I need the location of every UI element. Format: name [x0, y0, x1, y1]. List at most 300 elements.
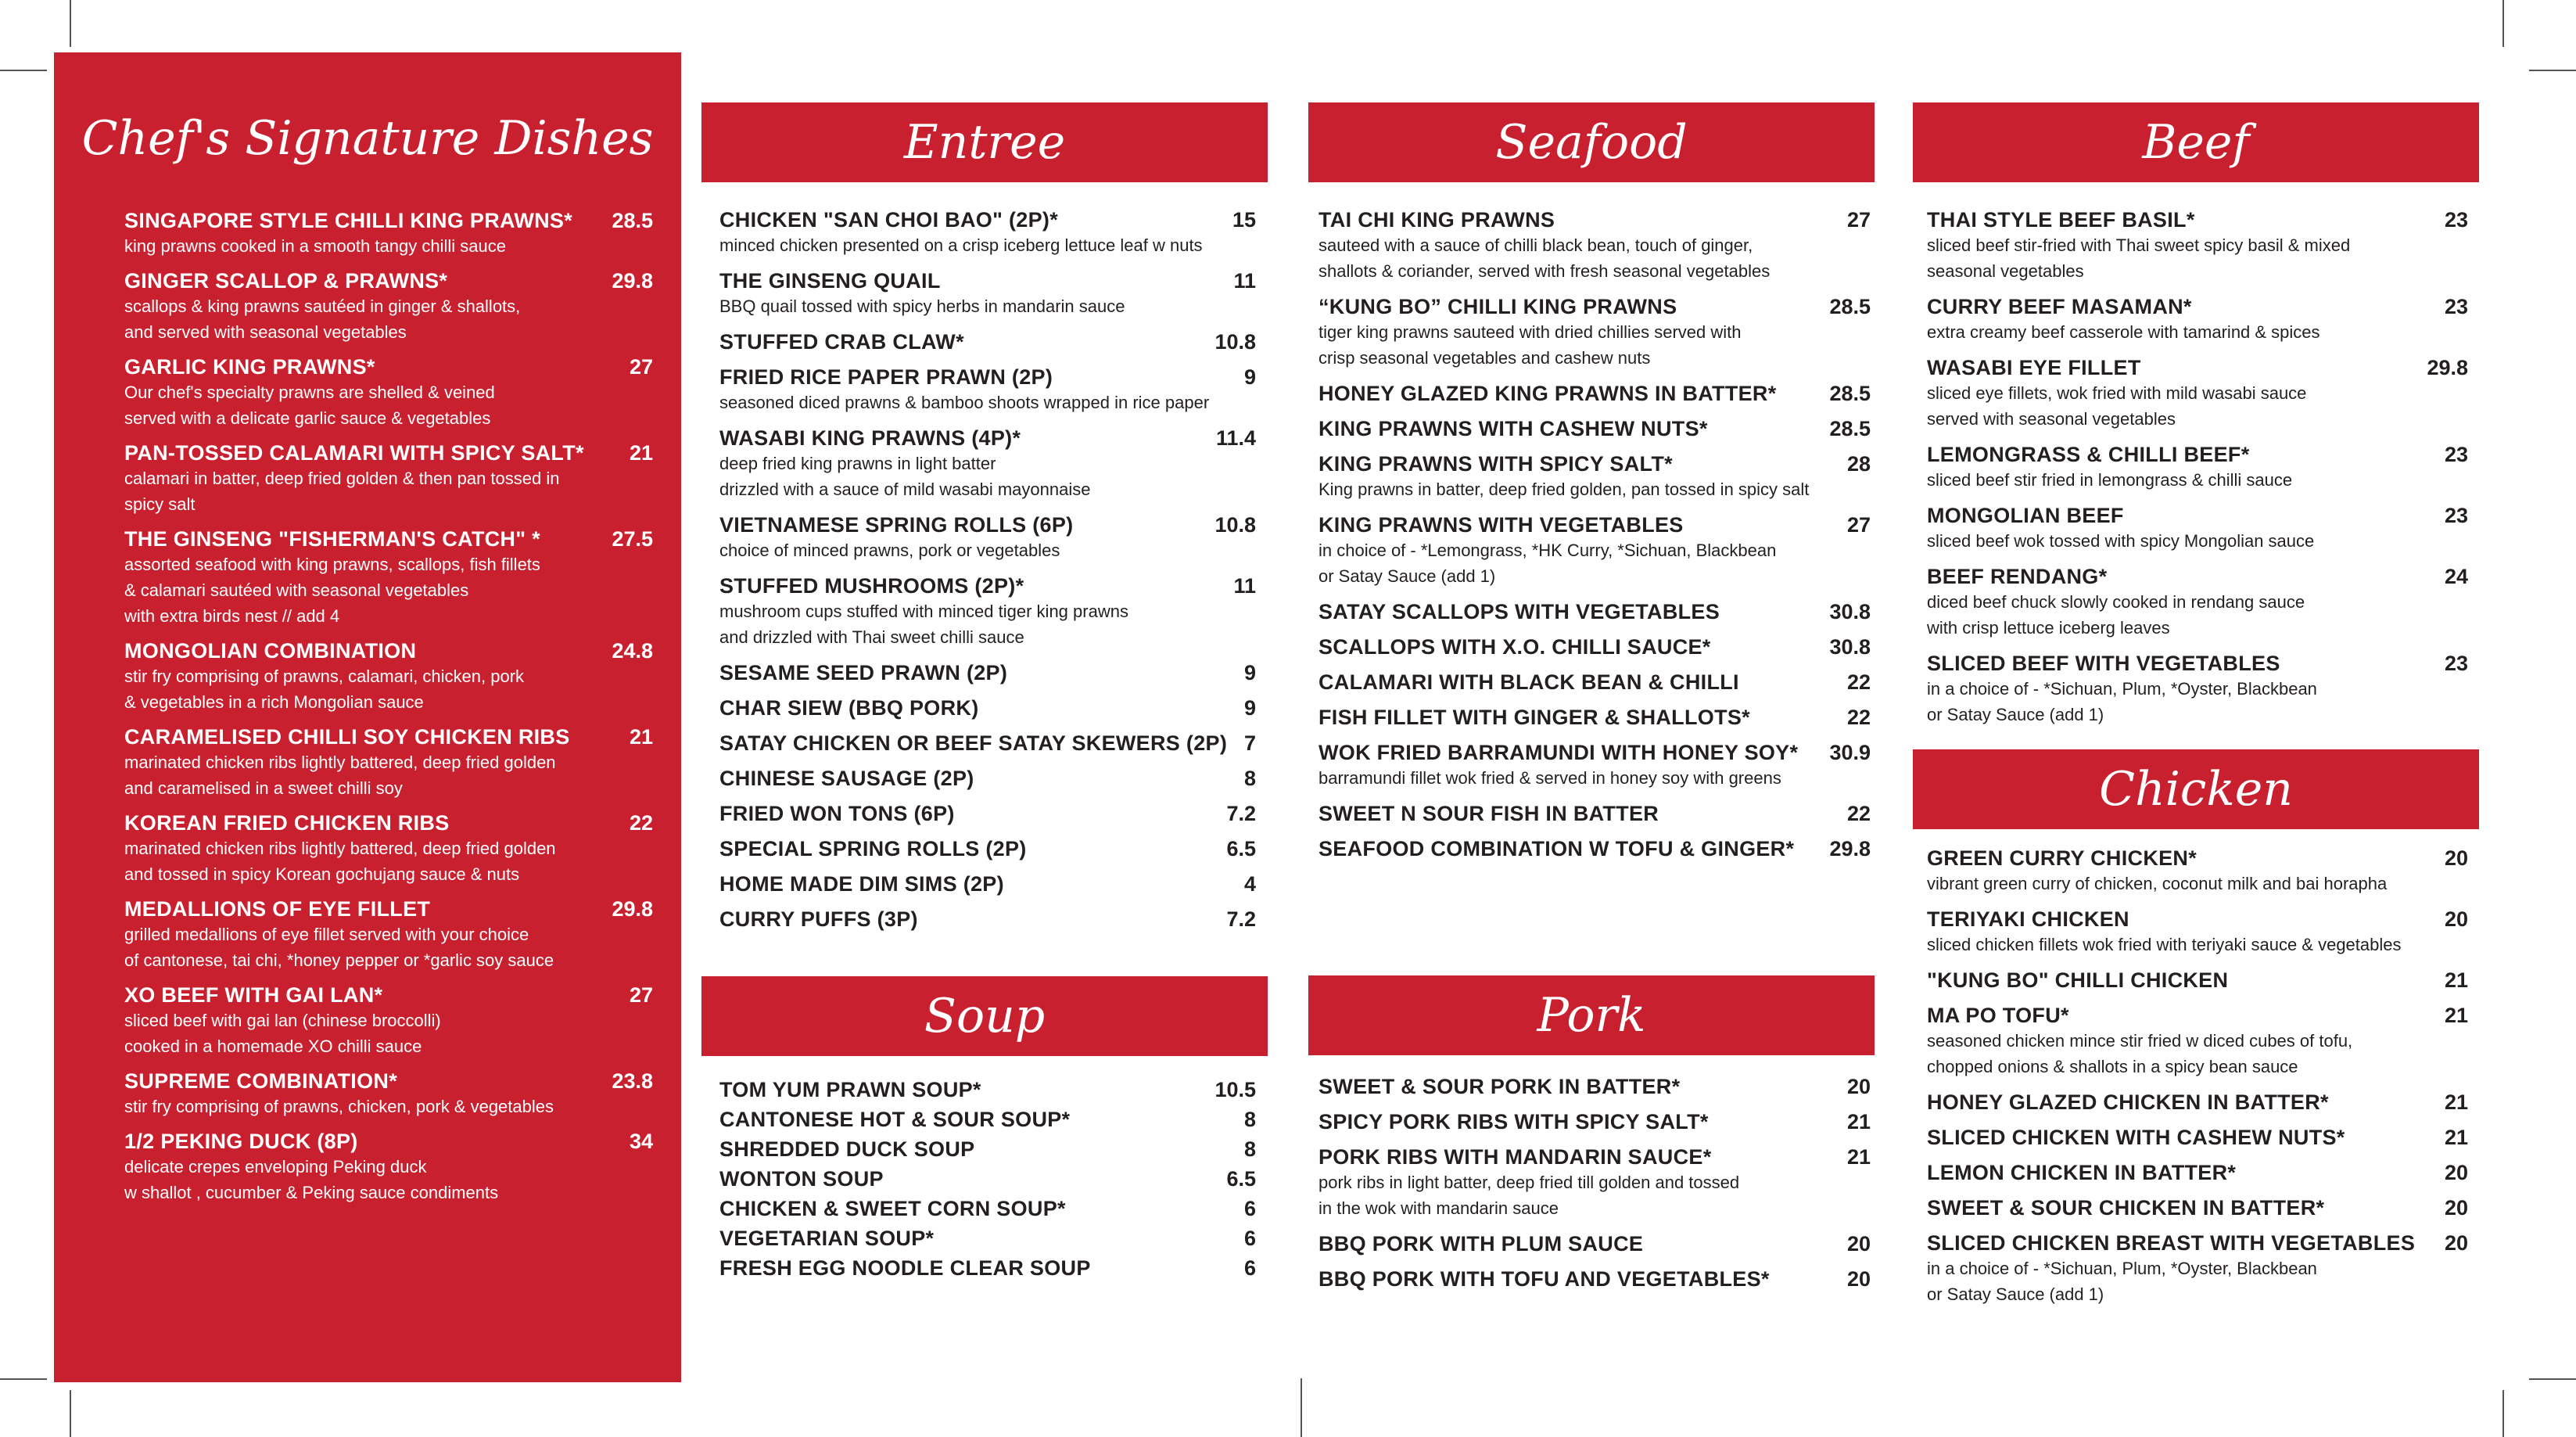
dish-description: sliced beef stir fried in lemongrass & chilli sauce [1927, 470, 2293, 490]
menu-item-row [1927, 968, 2468, 993]
menu-item-row [1318, 600, 1871, 624]
dish-description: stir fry comprising of prawns, chicken, pork & vegetables [124, 1097, 554, 1116]
dish-description: of cantonese, tai chi, *honey pepper or *garlic soy sauce [124, 950, 554, 970]
menu-item-row [1318, 208, 1871, 232]
dish-price: 21 [629, 725, 653, 749]
menu-item [124, 1130, 653, 1205]
fold-mark [1301, 1378, 1302, 1437]
menu-item-row [1318, 1110, 1871, 1134]
dish-name: WASABI EYE FILLET [1927, 356, 2141, 379]
dish-description: in a choice of - *Sichuan, Plum, *Oyster, Blackbean [1927, 1259, 2317, 1278]
dish-description: shallots & coriander, served with fresh seasonal vegetables [1318, 261, 1771, 281]
menu-item-row [1927, 504, 2468, 528]
dish-description: in the wok with mandarin sauce [1318, 1198, 1559, 1218]
dish-name: FISH FILLET WITH GINGER & SHALLOTS* [1318, 706, 1750, 729]
menu-item-row [124, 983, 653, 1008]
dish-name: SEAFOOD COMBINATION W TOFU & GINGER* [1318, 837, 1795, 860]
dish-price: 22 [1846, 706, 1871, 729]
dish-description: in a choice of - *Sichuan, Plum, *Oyster, Blackbean [1927, 679, 2317, 699]
dish-description: cooked in a homemade XO chilli sauce [124, 1036, 422, 1056]
dish-description: sliced beef wok tossed with spicy Mongolian sauce [1927, 531, 2315, 551]
menu-item-row [719, 837, 1256, 861]
dish-name: VEGETARIAN SOUP* [719, 1227, 935, 1250]
dish-name: FRESH EGG NOODLE CLEAR SOUP [719, 1256, 1091, 1280]
dish-price: 27 [629, 355, 653, 379]
dish-description: & vegetables in a rich Mongolian sauce [124, 692, 424, 712]
menu-item-row [1927, 1231, 2468, 1256]
crop-mark [0, 1378, 47, 1380]
dish-description: or Satay Sauce (add 1) [1927, 1284, 2104, 1304]
dish-price: 34 [629, 1130, 653, 1153]
dish-price: 27.5 [612, 527, 653, 551]
dish-description: or Satay Sauce (add 1) [1318, 566, 1496, 586]
dish-description: BBQ quail tossed with spicy herbs in mandarin sauce [719, 296, 1125, 316]
menu-item [719, 661, 1256, 685]
dish-name: KING PRAWNS WITH CASHEW NUTS* [1318, 417, 1708, 440]
dish-name: WASABI KING PRAWNS (4P)* [719, 426, 1021, 450]
dish-price: 23 [2444, 652, 2468, 675]
menu-item [124, 269, 653, 345]
dish-name: MEDALLIONS OF EYE FILLET [124, 897, 431, 921]
dish-name: KOREAN FRIED CHICKEN RIBS [124, 811, 450, 835]
dish-name: MA PO TOFU* [1927, 1004, 2069, 1027]
dish-price: 23 [2444, 295, 2468, 318]
dish-price: 6 [1243, 1256, 1256, 1280]
dish-name: SPECIAL SPRING ROLLS (2P) [719, 837, 1027, 860]
dish-description: marinated chicken ribs lightly battered, deep fried golden [124, 753, 556, 772]
dish-price: 20 [2444, 1196, 2468, 1220]
dish-description: seasonal vegetables [1927, 261, 2084, 281]
dish-price: 20 [2444, 907, 2468, 931]
dish-name: HONEY GLAZED KING PRAWNS IN BATTER* [1318, 382, 1777, 405]
menu-item-row [719, 907, 1256, 932]
menu-item [1927, 968, 2468, 993]
dish-name: HONEY GLAZED CHICKEN IN BATTER* [1927, 1090, 2329, 1114]
dish-description: vibrant green curry of chicken, coconut milk and bai horapha [1927, 874, 2388, 893]
beef-banner [1913, 102, 2479, 182]
dish-price: 23.8 [612, 1069, 653, 1093]
dish-description: seasoned chicken mince stir fried w diced cubes of tofu, [1927, 1031, 2353, 1051]
dish-description: sliced beef stir-fried with Thai sweet spicy basil & mixed [1927, 235, 2351, 255]
menu-item-row [124, 209, 653, 233]
menu-item-row [1318, 382, 1871, 406]
menu-item-row [1927, 1126, 2468, 1150]
menu-item-row [719, 802, 1256, 826]
dish-price: 11 [1233, 269, 1256, 293]
menu-item-row [1318, 635, 1871, 659]
dish-price: 7.2 [1226, 907, 1256, 931]
soup-banner [701, 976, 1268, 1056]
menu-item [1318, 837, 1871, 861]
menu-item [719, 1137, 1256, 1162]
crop-mark [2502, 1390, 2504, 1437]
dish-price: 6.5 [1226, 837, 1256, 860]
dish-name: LEMON CHICKEN IN BATTER* [1927, 1161, 2237, 1184]
dish-price: 23 [2444, 443, 2468, 466]
menu-item [1318, 452, 1871, 502]
dish-price: 11 [1233, 574, 1256, 598]
menu-item [1927, 1004, 2468, 1080]
dish-price: 28 [1846, 452, 1871, 476]
dish-description: sliced beef with gai lan (chinese broccolli) [124, 1011, 441, 1030]
menu-item [1318, 417, 1871, 441]
dish-description: Our chef's specialty prawns are shelled & veined [124, 383, 495, 402]
chicken-title: Chicken [2099, 762, 2293, 817]
dish-price: 6.5 [1226, 1167, 1256, 1191]
menu-item-row [1318, 1075, 1871, 1099]
dish-name: BBQ PORK WITH PLUM SAUCE [1318, 1232, 1644, 1256]
dish-name: HOME MADE DIM SIMS (2P) [719, 872, 1004, 896]
menu-item [124, 441, 653, 517]
menu-item-row [1927, 1161, 2468, 1185]
dish-description: served with seasonal vegetables [1927, 409, 2176, 429]
menu-item [124, 527, 653, 629]
menu-item [719, 872, 1256, 896]
dish-name: SLICED CHICKEN WITH CASHEW NUTS* [1927, 1126, 2345, 1149]
dish-name: SATAY CHICKEN OR BEEF SATAY SKEWERS (2P) [719, 731, 1228, 755]
menu-item-row [719, 731, 1256, 756]
dish-price: 15 [1232, 208, 1256, 232]
menu-item-row [1927, 356, 2468, 380]
dish-price: 24 [2444, 565, 2468, 588]
dish-description: and served with seasonal vegetables [124, 322, 407, 342]
menu-item-row [1318, 417, 1871, 441]
menu-item [124, 1069, 653, 1119]
menu-item-row [124, 355, 653, 379]
dish-price: 27 [1846, 513, 1871, 537]
menu-item [719, 574, 1256, 650]
dish-price: 21 [2444, 1004, 2468, 1027]
menu-item-row [124, 269, 653, 293]
beef-items [1927, 208, 2468, 738]
dish-price: 20 [1846, 1075, 1871, 1098]
menu-item [719, 837, 1256, 861]
dish-price: 20 [1846, 1267, 1871, 1291]
dish-name: SUPREME COMBINATION* [124, 1069, 398, 1093]
dish-price: 20 [2444, 846, 2468, 870]
menu-item [1318, 1145, 1871, 1221]
menu-item-row [1927, 846, 2468, 871]
menu-item-row [1318, 802, 1871, 826]
dish-price: 29.8 [2427, 356, 2468, 379]
dish-name: BEEF RENDANG* [1927, 565, 2108, 588]
dish-price: 21 [1846, 1110, 1871, 1133]
dish-price: 6 [1243, 1227, 1256, 1250]
dish-name: STUFFED CRAB CLAW* [719, 330, 964, 354]
dish-name: WONTON SOUP [719, 1167, 884, 1191]
menu-item-row [1927, 1004, 2468, 1028]
dish-description: in choice of - *Lemongrass, *HK Curry, *Sichuan, Blackbean [1318, 541, 1777, 560]
dish-name: THE GINSENG QUAIL [719, 269, 941, 293]
dish-name: VIETNAMESE SPRING ROLLS (6P) [719, 513, 1074, 537]
menu-item [1318, 670, 1871, 695]
dish-description: sliced eye fillets, wok fried with mild wasabi sauce [1927, 383, 2307, 403]
menu-item [1927, 1231, 2468, 1307]
menu-item [719, 767, 1256, 791]
entree-banner [701, 102, 1268, 182]
menu-item-row [719, 767, 1256, 791]
menu-item-row [1318, 1232, 1871, 1256]
dish-name: XO BEEF WITH GAI LAN* [124, 983, 383, 1007]
crop-mark [2529, 1378, 2576, 1380]
dish-name: CHINESE SAUSAGE (2P) [719, 767, 974, 790]
menu-item-row [124, 441, 653, 465]
menu-item-row [124, 725, 653, 749]
menu-item-row [719, 269, 1256, 293]
menu-item [1927, 565, 2468, 641]
menu-item [1927, 907, 2468, 957]
dish-name: CURRY PUFFS (3P) [719, 907, 918, 931]
dish-description: minced chicken presented on a crisp iceberg lettuce leaf w nuts [719, 235, 1203, 255]
dish-price: 21 [2444, 1126, 2468, 1149]
dish-description: & calamari sautéed with seasonal vegetables [124, 580, 469, 600]
menu-item [719, 802, 1256, 826]
dish-name: CALAMARI WITH BLACK BEAN & CHILLI [1318, 670, 1739, 694]
menu-item [124, 983, 653, 1059]
dish-name: CARAMELISED CHILLI SOY CHICKEN RIBS [124, 725, 570, 749]
dish-name: SLICED CHICKEN BREAST WITH VEGETABLES [1927, 1231, 2416, 1255]
dish-name: "KUNG BO" CHILLI CHICKEN [1927, 968, 2229, 992]
dish-price: 23 [2444, 208, 2468, 232]
dish-name: GINGER SCALLOP & PRAWNS* [124, 269, 448, 293]
menu-item-row [1318, 1267, 1871, 1292]
menu-item [124, 725, 653, 801]
chicken-banner [1913, 749, 2479, 829]
dish-description: spicy salt [124, 494, 196, 514]
dish-name: SINGAPORE STYLE CHILLI KING PRAWNS* [124, 209, 573, 232]
pork-items [1318, 1075, 1871, 1302]
dish-price: 8 [1243, 1108, 1256, 1131]
dish-name: WOK FRIED BARRAMUNDI WITH HONEY SOY* [1318, 741, 1799, 764]
dish-name: TOM YUM PRAWN SOUP* [719, 1078, 981, 1101]
dish-description: chopped onions & shallots in a spicy bean sauce [1927, 1057, 2298, 1076]
dish-name: BBQ PORK WITH TOFU AND VEGETABLES* [1318, 1267, 1770, 1291]
dish-name: GARLIC KING PRAWNS* [124, 355, 375, 379]
dish-price: 8 [1243, 767, 1256, 790]
dish-description: marinated chicken ribs lightly battered, deep fried golden [124, 839, 556, 858]
menu-item-row [124, 527, 653, 551]
dish-name: PORK RIBS WITH MANDARIN SAUCE* [1318, 1145, 1712, 1169]
dish-price: 24.8 [612, 639, 653, 663]
menu-item [1318, 600, 1871, 624]
dish-name: SHREDDED DUCK SOUP [719, 1137, 975, 1161]
dish-description: and caramelised in a sweet chilli soy [124, 778, 403, 798]
dish-name: SWEET N SOUR FISH IN BATTER [1318, 802, 1659, 825]
dish-price: 23 [2444, 504, 2468, 527]
dish-description: crisp seasonal vegetables and cashew nuts [1318, 348, 1651, 368]
menu-item-row [1318, 452, 1871, 476]
dish-price: 28.5 [1829, 417, 1871, 440]
dish-price: 30.8 [1829, 600, 1871, 623]
menu-item-row [1927, 295, 2468, 319]
menu-item-row [1927, 1090, 2468, 1115]
dish-name: THAI STYLE BEEF BASIL* [1927, 208, 2195, 232]
dish-price: 7 [1243, 731, 1256, 755]
dish-description: extra creamy beef casserole with tamarind & spices [1927, 322, 2320, 342]
menu-item [1318, 635, 1871, 659]
menu-item-row [1318, 706, 1871, 730]
dish-price: 29.8 [612, 897, 653, 921]
crop-mark [2502, 0, 2504, 47]
dish-name: TAI CHI KING PRAWNS [1318, 208, 1555, 232]
dish-name: GREEN CURRY CHICKEN* [1927, 846, 2197, 870]
dish-name: SPICY PORK RIBS WITH SPICY SALT* [1318, 1110, 1709, 1133]
dish-name: PAN-TOSSED CALAMARI WITH SPICY SALT* [124, 441, 584, 465]
dish-name: SWEET & SOUR PORK IN BATTER* [1318, 1075, 1681, 1098]
menu-item-row [719, 1167, 1256, 1191]
dish-name: SLICED BEEF WITH VEGETABLES [1927, 652, 2280, 675]
menu-item-row [1927, 208, 2468, 232]
dish-description: pork ribs in light batter, deep fried till golden and tossed [1318, 1173, 1740, 1192]
menu-item [1927, 1196, 2468, 1220]
dish-price: 22 [629, 811, 653, 835]
dish-name: FRIED WON TONS (6P) [719, 802, 955, 825]
menu-item-row [1318, 741, 1871, 765]
dish-description: served with a delicate garlic sauce & vegetables [124, 408, 491, 428]
dish-description: calamari in batter, deep fried golden & then pan tossed in [124, 469, 560, 488]
dish-description: choice of minced prawns, pork or vegetables [719, 541, 1060, 560]
dish-description: assorted seafood with king prawns, scallops, fish fillets [124, 555, 540, 574]
menu-item [719, 269, 1256, 319]
seafood-title: Seafood [1495, 115, 1688, 170]
menu-item-row [719, 1078, 1256, 1102]
pork-title: Pork [1537, 988, 1646, 1043]
dish-price: 27 [629, 983, 653, 1007]
menu-item [1927, 208, 2468, 284]
menu-item [1927, 295, 2468, 345]
menu-item [1927, 1126, 2468, 1150]
menu-item-row [719, 1137, 1256, 1162]
dish-price: 29.8 [612, 269, 653, 293]
dish-price: 10.8 [1214, 513, 1256, 537]
menu-item-row [1927, 1196, 2468, 1220]
menu-item [1927, 846, 2468, 896]
dish-price: 20 [2444, 1231, 2468, 1255]
dish-name: KING PRAWNS WITH VEGETABLES [1318, 513, 1684, 537]
menu-item [1318, 1110, 1871, 1134]
menu-item-row [1927, 907, 2468, 932]
dish-description: king prawns cooked in a smooth tangy chilli sauce [124, 236, 506, 256]
dish-description: grilled medallions of eye fillet served with your choice [124, 925, 529, 944]
menu-item [719, 1167, 1256, 1191]
menu-item [1927, 1090, 2468, 1115]
menu-item-row [1318, 670, 1871, 695]
menu-item-row [1318, 295, 1871, 319]
crop-mark [2529, 70, 2576, 71]
menu-item [719, 696, 1256, 720]
entree-title: Entree [903, 115, 1066, 170]
menu-item-row [124, 811, 653, 835]
dish-description: with extra birds nest // add 4 [124, 606, 340, 626]
dish-description: deep fried king prawns in light batter [719, 454, 996, 473]
dish-price: 22 [1846, 802, 1871, 825]
dish-name: CHICKEN "SAN CHOI BAO" (2P)* [719, 208, 1059, 232]
dish-name: CANTONESE HOT & SOUR SOUP* [719, 1108, 1071, 1131]
menu-item [719, 1078, 1256, 1102]
menu-item [124, 355, 653, 431]
dish-description: delicate crepes enveloping Peking duck [124, 1157, 427, 1177]
dish-price: 30.9 [1829, 741, 1871, 764]
dish-price: 4 [1243, 872, 1256, 896]
menu-item [1318, 1232, 1871, 1256]
dish-price: 6 [1243, 1197, 1256, 1220]
dish-price: 9 [1243, 661, 1256, 684]
menu-item-row [1318, 837, 1871, 861]
crop-mark [0, 70, 47, 71]
menu-item-row [1318, 513, 1871, 537]
dish-name: MONGOLIAN COMBINATION [124, 639, 417, 663]
dish-name: 1/2 PEKING DUCK (8P) [124, 1130, 358, 1153]
menu-item [719, 513, 1256, 563]
dish-price: 11.4 [1215, 426, 1256, 450]
menu-item [1318, 741, 1871, 791]
menu-item [124, 209, 653, 259]
menu-item [719, 426, 1256, 502]
dish-price: 21 [2444, 1090, 2468, 1114]
dish-price: 10.8 [1214, 330, 1256, 354]
dish-price: 20 [1846, 1232, 1871, 1256]
dish-description: barramundi fillet wok fried & served in honey soy with greens [1318, 768, 1781, 788]
menu-item-row [124, 639, 653, 663]
seafood-banner [1308, 102, 1875, 182]
menu-item [719, 1256, 1256, 1281]
menu-item [719, 1108, 1256, 1132]
menu-item-row [719, 1256, 1256, 1281]
dish-price: 10.5 [1214, 1078, 1256, 1101]
menu-item-row [1927, 443, 2468, 467]
menu-item [124, 811, 653, 887]
dish-price: 30.8 [1829, 635, 1871, 659]
dish-name: SESAME SEED PRAWN (2P) [719, 661, 1008, 684]
menu-item [719, 907, 1256, 932]
dish-description: King prawns in batter, deep fried golden, pan tossed in spicy salt [1318, 480, 1810, 499]
menu-item-row [1927, 565, 2468, 589]
menu-item-row [719, 1197, 1256, 1221]
menu-item-row [719, 872, 1256, 896]
menu-item-row [719, 574, 1256, 598]
chicken-items [1927, 846, 2468, 1318]
dish-name: CHICKEN & SWEET CORN SOUP* [719, 1197, 1066, 1220]
dish-price: 7.2 [1226, 802, 1256, 825]
dish-description: sliced chicken fillets wok fried with teriyaki sauce & vegetables [1927, 935, 2402, 954]
dish-price: 21 [629, 441, 653, 465]
soup-title: Soup [924, 989, 1046, 1044]
dish-name: CHAR SIEW (BBQ PORK) [719, 696, 979, 720]
seafood-items [1318, 208, 1871, 872]
dish-name: SATAY SCALLOPS WITH VEGETABLES [1318, 600, 1720, 623]
menu-item-row [124, 1130, 653, 1154]
dish-price: 9 [1243, 696, 1256, 720]
menu-item [719, 1227, 1256, 1251]
dish-name: FRIED RICE PAPER PRAWN (2P) [719, 365, 1053, 389]
crop-mark [70, 1390, 71, 1437]
dish-description: seasoned diced prawns & bamboo shoots wrapped in rice paper [719, 393, 1210, 412]
dish-name: SCALLOPS WITH X.O. CHILLI SAUCE* [1318, 635, 1711, 659]
menu-item [1927, 443, 2468, 493]
dish-price: 29.8 [1829, 837, 1871, 860]
dish-description: mushroom cups stuffed with minced tiger king prawns [719, 602, 1128, 621]
dish-description: and drizzled with Thai sweet chilli sauce [719, 627, 1024, 647]
menu-item [1927, 1161, 2468, 1185]
menu-item [1318, 208, 1871, 284]
dish-description: with crisp lettuce iceberg leaves [1927, 618, 2170, 638]
dish-price: 21 [1846, 1145, 1871, 1169]
menu-item-row [719, 696, 1256, 720]
dish-name: SWEET & SOUR CHICKEN IN BATTER* [1927, 1196, 2325, 1220]
dish-description: drizzled with a sauce of mild wasabi mayonnaise [719, 480, 1091, 499]
menu-item-row [719, 208, 1256, 232]
menu-item-row [124, 1069, 653, 1094]
